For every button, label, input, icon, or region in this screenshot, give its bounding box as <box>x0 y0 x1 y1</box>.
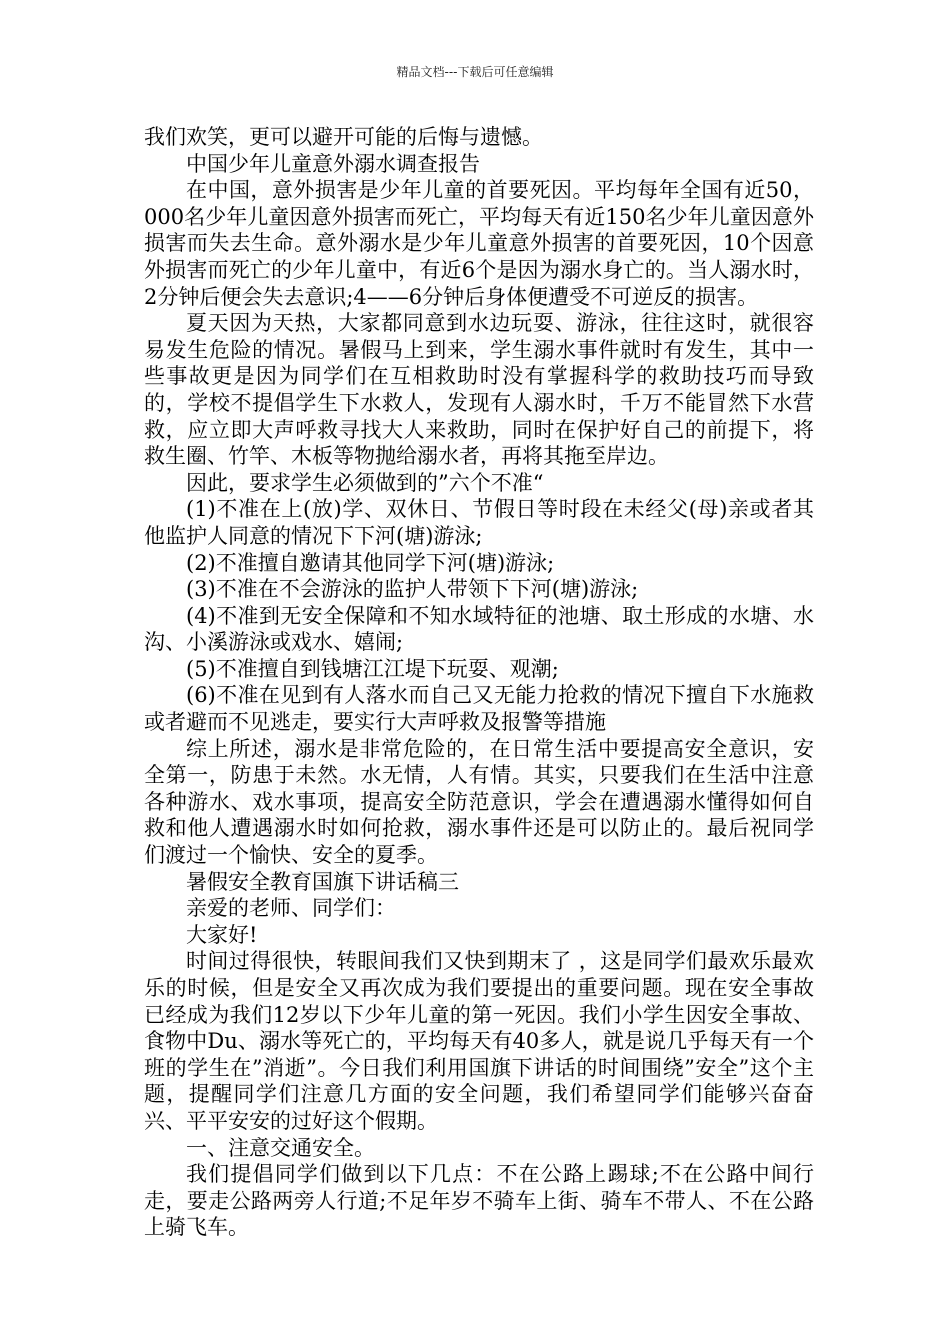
salutation: 亲爱的老师、同学们： <box>186 896 396 921</box>
list-item: (4)不准到无安全保障和不知水域特征的池塘、取土形成的水塘、水沟、小溪游泳或戏水、嬉闹; <box>144 603 814 655</box>
paragraph: 在中国，意外损害是少年儿童的首要死因。平均每年全国有近50，000名少年儿童因意外损害而死亡，平均每天有近150名少年儿童因意外损害而失去生命。意外溺水是少年儿童意外损害的首要死因，10个因意外损害而死亡的少年儿童中，有近6个是因为溺水身亡的。当人溺水时，2分钟后便会失去意识;4——6分钟后身体便遭受不可逆反的损害。 <box>144 178 814 309</box>
paragraph: 夏天因为天热，大家都同意到水边玩耍、游泳，往往这时，就很容易发生危险的情况。暑假马上到来，学生溺水事件就时有发生，其中一些事故更是因为同学们在互相救助时没有掌握科学的救助技巧而导致的，学校不提倡学生下水救人，发现有人溺水时，千万不能冒然下水营救，应立即大声呼救寻找大人来救助，同时在保护好自己的前提下，将救生圈、竹竿、木板等物抛给溺水者，再将其拖至岸边。 <box>144 311 814 469</box>
page-header: 精品文档---下载后可任意编辑 <box>396 65 554 79</box>
paragraph: 综上所述，溺水是非常危险的，在日常生活中要提高安全意识，安全第一，防患于未然。水无情，人有情。其实，只要我们在生活中注意各种游水、戏水事项，提高安全防范意识，学会在遭遇溺水懂得如何自救和他人遭遇溺水时如何抢救，溺水事件还是可以防止的。最后祝同学们渡过一个愉快、安全的夏季。 <box>144 736 814 868</box>
section-title: 暑假安全教育国旗下讲话稿三 <box>186 869 459 894</box>
greeting: 大家好! <box>186 922 258 947</box>
list-item: (6)不准在见到有人落水而自己又无能力抢救的情况下擅自下水施救或者避而不见逃走，要实行大声呼救及报警等措施 <box>144 683 814 735</box>
list-item: (1)不准在上(放)学、双休日、节假日等时段在未经父(母)亲或者其他监护人同意的情况下下河(塘)游泳; <box>144 497 814 548</box>
paragraph: 我们欢笑，更可以避开可能的后悔与遗憾。 <box>144 125 543 149</box>
list-item: (3)不准在不会游泳的监护人带领下下河(塘)游泳; <box>186 577 639 602</box>
list-item: (2)不准擅自邀请其他同学下河(塘)游泳; <box>186 550 555 575</box>
document-body <box>144 124 814 1241</box>
subsection-heading: 一、注意交通安全。 <box>186 1135 375 1160</box>
section-title: 中国少年儿童意外溺水调查报告 <box>186 151 480 176</box>
paragraph: 因此，要求学生必须做到的”六个不准“ <box>186 470 544 495</box>
paragraph: 时间过得很快，转眼间我们又快到期末了 ，这是同学们最欢乐最欢乐的时候，但是安全又再次成为我们要提出的重要问题。现在安全事故已经成为我们12岁以下少年儿童的第一死因。我们小学生因安全事故、食物中Du、溺水等死亡的，平均每天有40多人，就是说几乎每天有一个班的学生在”消逝”。今日我们利用国旗下讲话的时间围绕”安全”这个主题，提醒同学们注意几方面的安全问题，我们希望同学们能够兴奋奋兴、平平安安的过好这个假期。 <box>144 949 814 1133</box>
paragraph: 我们提倡同学们做到以下几点：不在公路上踢球;不在公路中间行走，要走公路两旁人行道;不足年岁不骑车上街、骑车不带人、不在公路上骑飞车。 <box>144 1162 814 1240</box>
list-item: (5)不准擅自到钱塘江江堤下玩耍、观潮; <box>186 656 559 681</box>
